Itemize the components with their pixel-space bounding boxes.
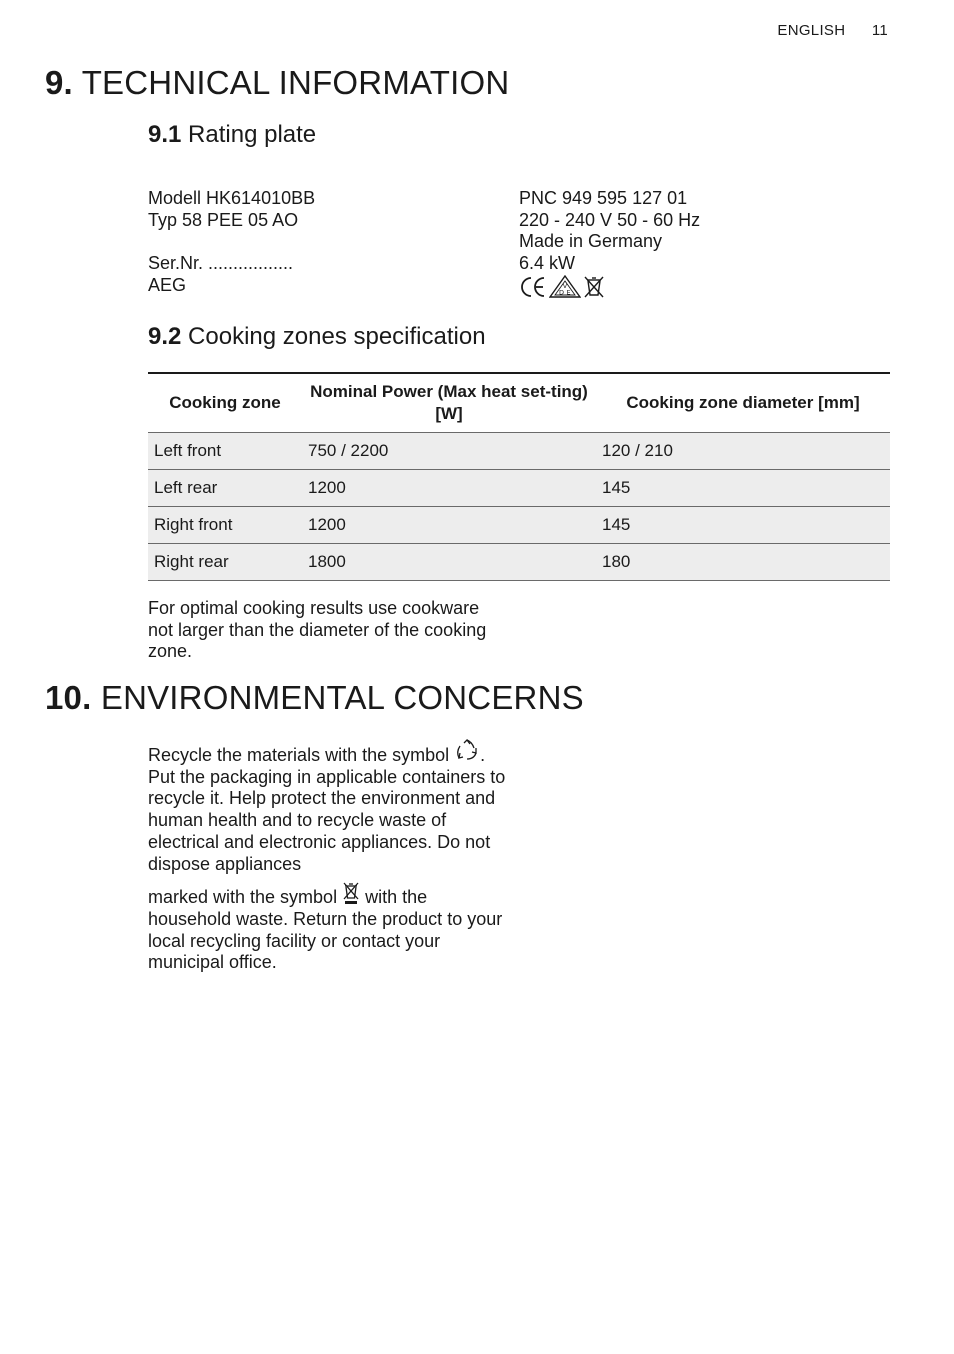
section-10-heading (45, 679, 584, 717)
cell-power: 1200 (302, 470, 596, 507)
vde-letter-d: D (558, 288, 565, 297)
header-nominal-power: Nominal Power (Max heat set-ting) [W] (310, 382, 588, 423)
rating-plate-left (148, 188, 315, 296)
subsection-9-2-title: Cooking zones specification (188, 323, 486, 350)
plate-model: Modell HK614010BB (148, 188, 316, 208)
cell-zone: Right front (148, 507, 302, 544)
subsection-9-2-number: 9.2 (148, 323, 182, 350)
vde-letter-v: V (562, 281, 568, 290)
plate-brand: AEG (148, 274, 187, 295)
section-9-title: TECHNICAL INFORMATION (81, 64, 510, 101)
plate-origin: Made in Germany (519, 231, 663, 252)
header-cooking-zone: Cooking zone (169, 393, 281, 412)
recycle-paragraph (148, 739, 508, 875)
cell-diameter: 145 (596, 507, 890, 544)
section-9-heading (45, 64, 509, 102)
table-row (148, 544, 890, 581)
cell-zone: Right rear (148, 544, 302, 581)
table-row (148, 433, 890, 470)
environmental-text (148, 739, 508, 974)
recycle-icon (454, 739, 480, 763)
header-zone-diameter: Cooking zone diameter [mm] (626, 393, 860, 412)
header-language: ENGLISH (777, 22, 846, 39)
cell-zone: Left front (148, 433, 302, 470)
plate-serial: Ser.Nr. ................. (148, 253, 294, 274)
ce-mark-icon (519, 275, 547, 299)
rating-plate-right (519, 188, 700, 297)
crossed-bin-icon (342, 881, 360, 905)
cooking-zones-table (148, 372, 890, 581)
cell-power: 750 / 2200 (302, 433, 596, 470)
vde-letter-e: E (566, 288, 571, 297)
subsection-9-2-heading (148, 323, 486, 351)
table-row (148, 470, 890, 507)
section-9-number: 9. (45, 64, 73, 101)
cell-power: 1200 (302, 507, 596, 544)
certification-marks (519, 276, 700, 298)
section-10-number: 10. (45, 679, 92, 716)
table-row (148, 507, 890, 544)
recycle-text-start: Recycle the materials with the symbol (148, 745, 455, 765)
subsection-9-1-number: 9.1 (148, 121, 182, 148)
cell-diameter: 120 / 210 (596, 433, 890, 470)
subsection-9-1-title: Rating plate (188, 121, 317, 148)
plate-type: Typ 58 PEE 05 AO (148, 209, 299, 230)
recycle-text-end: . Put the packaging in applicable containers to recycle it. Help protect the environment and human health and to recycle waste of electrical and electronic appliances. Do not dispose appliances (148, 745, 506, 874)
weee-bin-icon (583, 275, 605, 299)
cookware-note: For optimal cooking results use cookware not larger than the diameter of the cooking zone. (148, 598, 487, 662)
cell-diameter: 180 (596, 544, 890, 581)
table-header-row (148, 373, 890, 433)
plate-spacer (148, 231, 315, 253)
subsection-9-1-heading (148, 121, 316, 149)
plate-voltage: 220 - 240 V 50 - 60 Hz (519, 209, 701, 230)
plate-pnc: PNC 949 595 127 01 (519, 188, 688, 208)
cell-zone: Left rear (148, 470, 302, 507)
cell-power: 1800 (302, 544, 596, 581)
disposal-text-start: marked with the symbol (148, 887, 343, 908)
page-header (777, 22, 888, 39)
page-number: 11 (871, 22, 888, 39)
vde-mark-icon (549, 275, 581, 299)
disposal-text-end: with the household waste. Return the product to your local recycling facility or contact your municipal office. (148, 887, 503, 973)
plate-power: 6.4 kW (519, 253, 576, 274)
disposal-paragraph (148, 881, 508, 974)
cell-diameter: 145 (596, 470, 890, 507)
section-10-title: ENVIRONMENTAL CONCERNS (100, 679, 584, 716)
